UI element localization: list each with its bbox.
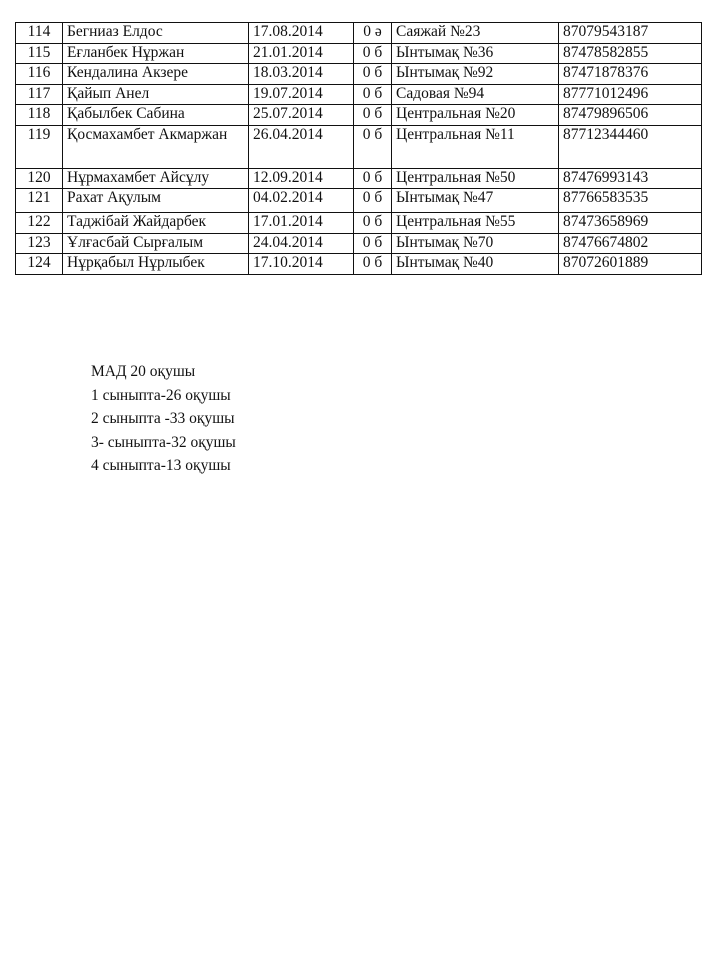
address: Ынтымақ №40 [392,254,559,275]
student-name: Нұрмахамбет Айсұлу [63,168,249,189]
birth-date: 19.07.2014 [249,84,354,105]
row-number: 121 [16,189,63,213]
phone-number: 87072601889 [559,254,702,275]
row-number: 117 [16,84,63,105]
summary-line-mad: МАД 20 оқушы [91,363,196,380]
class-group: 0 б [354,64,392,85]
row-number: 120 [16,168,63,189]
class-group: 0 б [354,105,392,126]
table-row [16,189,702,213]
phone-number: 87471878376 [559,64,702,85]
table-row [16,43,702,64]
birth-date: 18.03.2014 [249,64,354,85]
class-group: 0 б [354,43,392,64]
address: Центральная №11 [392,125,559,168]
table-row [16,213,702,234]
table-row [16,23,702,44]
birth-date: 17.08.2014 [249,23,354,44]
table-row [16,84,702,105]
table-row [16,64,702,85]
birth-date: 17.10.2014 [249,254,354,275]
address: Ынтымақ №36 [392,43,559,64]
address: Ынтымақ №92 [392,64,559,85]
table-row [16,254,702,275]
summary-line-grade-3: 3- сыныпта-32 оқушы [91,433,236,451]
class-group: 0 б [354,254,392,275]
summary-line-grade-2: 2 сыныпта -33 оқушы [91,410,235,427]
birth-date: 21.01.2014 [249,43,354,64]
birth-date: 24.04.2014 [249,233,354,254]
birth-date: 17.01.2014 [249,213,354,234]
address: Ынтымақ №70 [392,233,559,254]
address: Центральная №50 [392,168,559,189]
phone-number: 87476993143 [559,168,702,189]
address: Ынтымақ №47 [392,189,559,213]
address: Саяжай №23 [392,23,559,44]
class-group: 0 б [354,84,392,105]
table-row [16,168,702,189]
row-number: 115 [16,43,63,64]
student-name: Нұрқабыл Нұрлыбек [63,254,249,275]
class-group: 0 б [354,213,392,234]
row-number: 119 [16,125,63,168]
phone-number: 87476674802 [559,233,702,254]
table-row [16,233,702,254]
summary-line-grade-1: 1 сыныпта-26 оқушы [91,386,231,404]
phone-number: 87712344460 [559,125,702,168]
address: Садовая №94 [392,84,559,105]
row-number: 118 [16,105,63,126]
address: Центральная №20 [392,105,559,126]
phone-number: 87079543187 [559,23,702,44]
birth-date: 12.09.2014 [249,168,354,189]
row-number: 114 [16,23,63,44]
phone-number: 87766583535 [559,189,702,213]
student-name: Таджібай Жайдарбек [63,213,249,234]
phone-number: 87479896506 [559,105,702,126]
table-row [16,105,702,126]
student-name: Рахат Ақулым [63,189,249,213]
row-number: 116 [16,64,63,85]
student-table [15,22,702,275]
student-name: Қайып Анел [63,84,249,105]
class-group: 0 ә [354,23,392,44]
birth-date: 25.07.2014 [249,105,354,126]
class-group: 0 б [354,189,392,213]
class-group: 0 б [354,168,392,189]
row-number: 122 [16,213,63,234]
row-number: 123 [16,233,63,254]
phone-number: 87771012496 [559,84,702,105]
student-name: Бегниаз Елдос [63,23,249,44]
enrollment-summary [91,360,236,478]
student-name: Еғланбек Нұржан [63,43,249,64]
table-row [16,125,702,168]
student-name: Қосмахамбет Акмаржан [63,125,249,168]
student-name: Кендалина Акзере [63,64,249,85]
row-number: 124 [16,254,63,275]
address: Центральная №55 [392,213,559,234]
summary-line-grade-4: 4 сыныпта-13 оқушы [91,457,231,474]
phone-number: 87478582855 [559,43,702,64]
class-group: 0 б [354,125,392,168]
birth-date: 04.02.2014 [249,189,354,213]
birth-date: 26.04.2014 [249,125,354,168]
class-group: 0 б [354,233,392,254]
student-name: Ұлғасбай Сырғалым [63,233,249,254]
phone-number: 87473658969 [559,213,702,234]
student-name: Қабылбек Сабина [63,105,249,126]
